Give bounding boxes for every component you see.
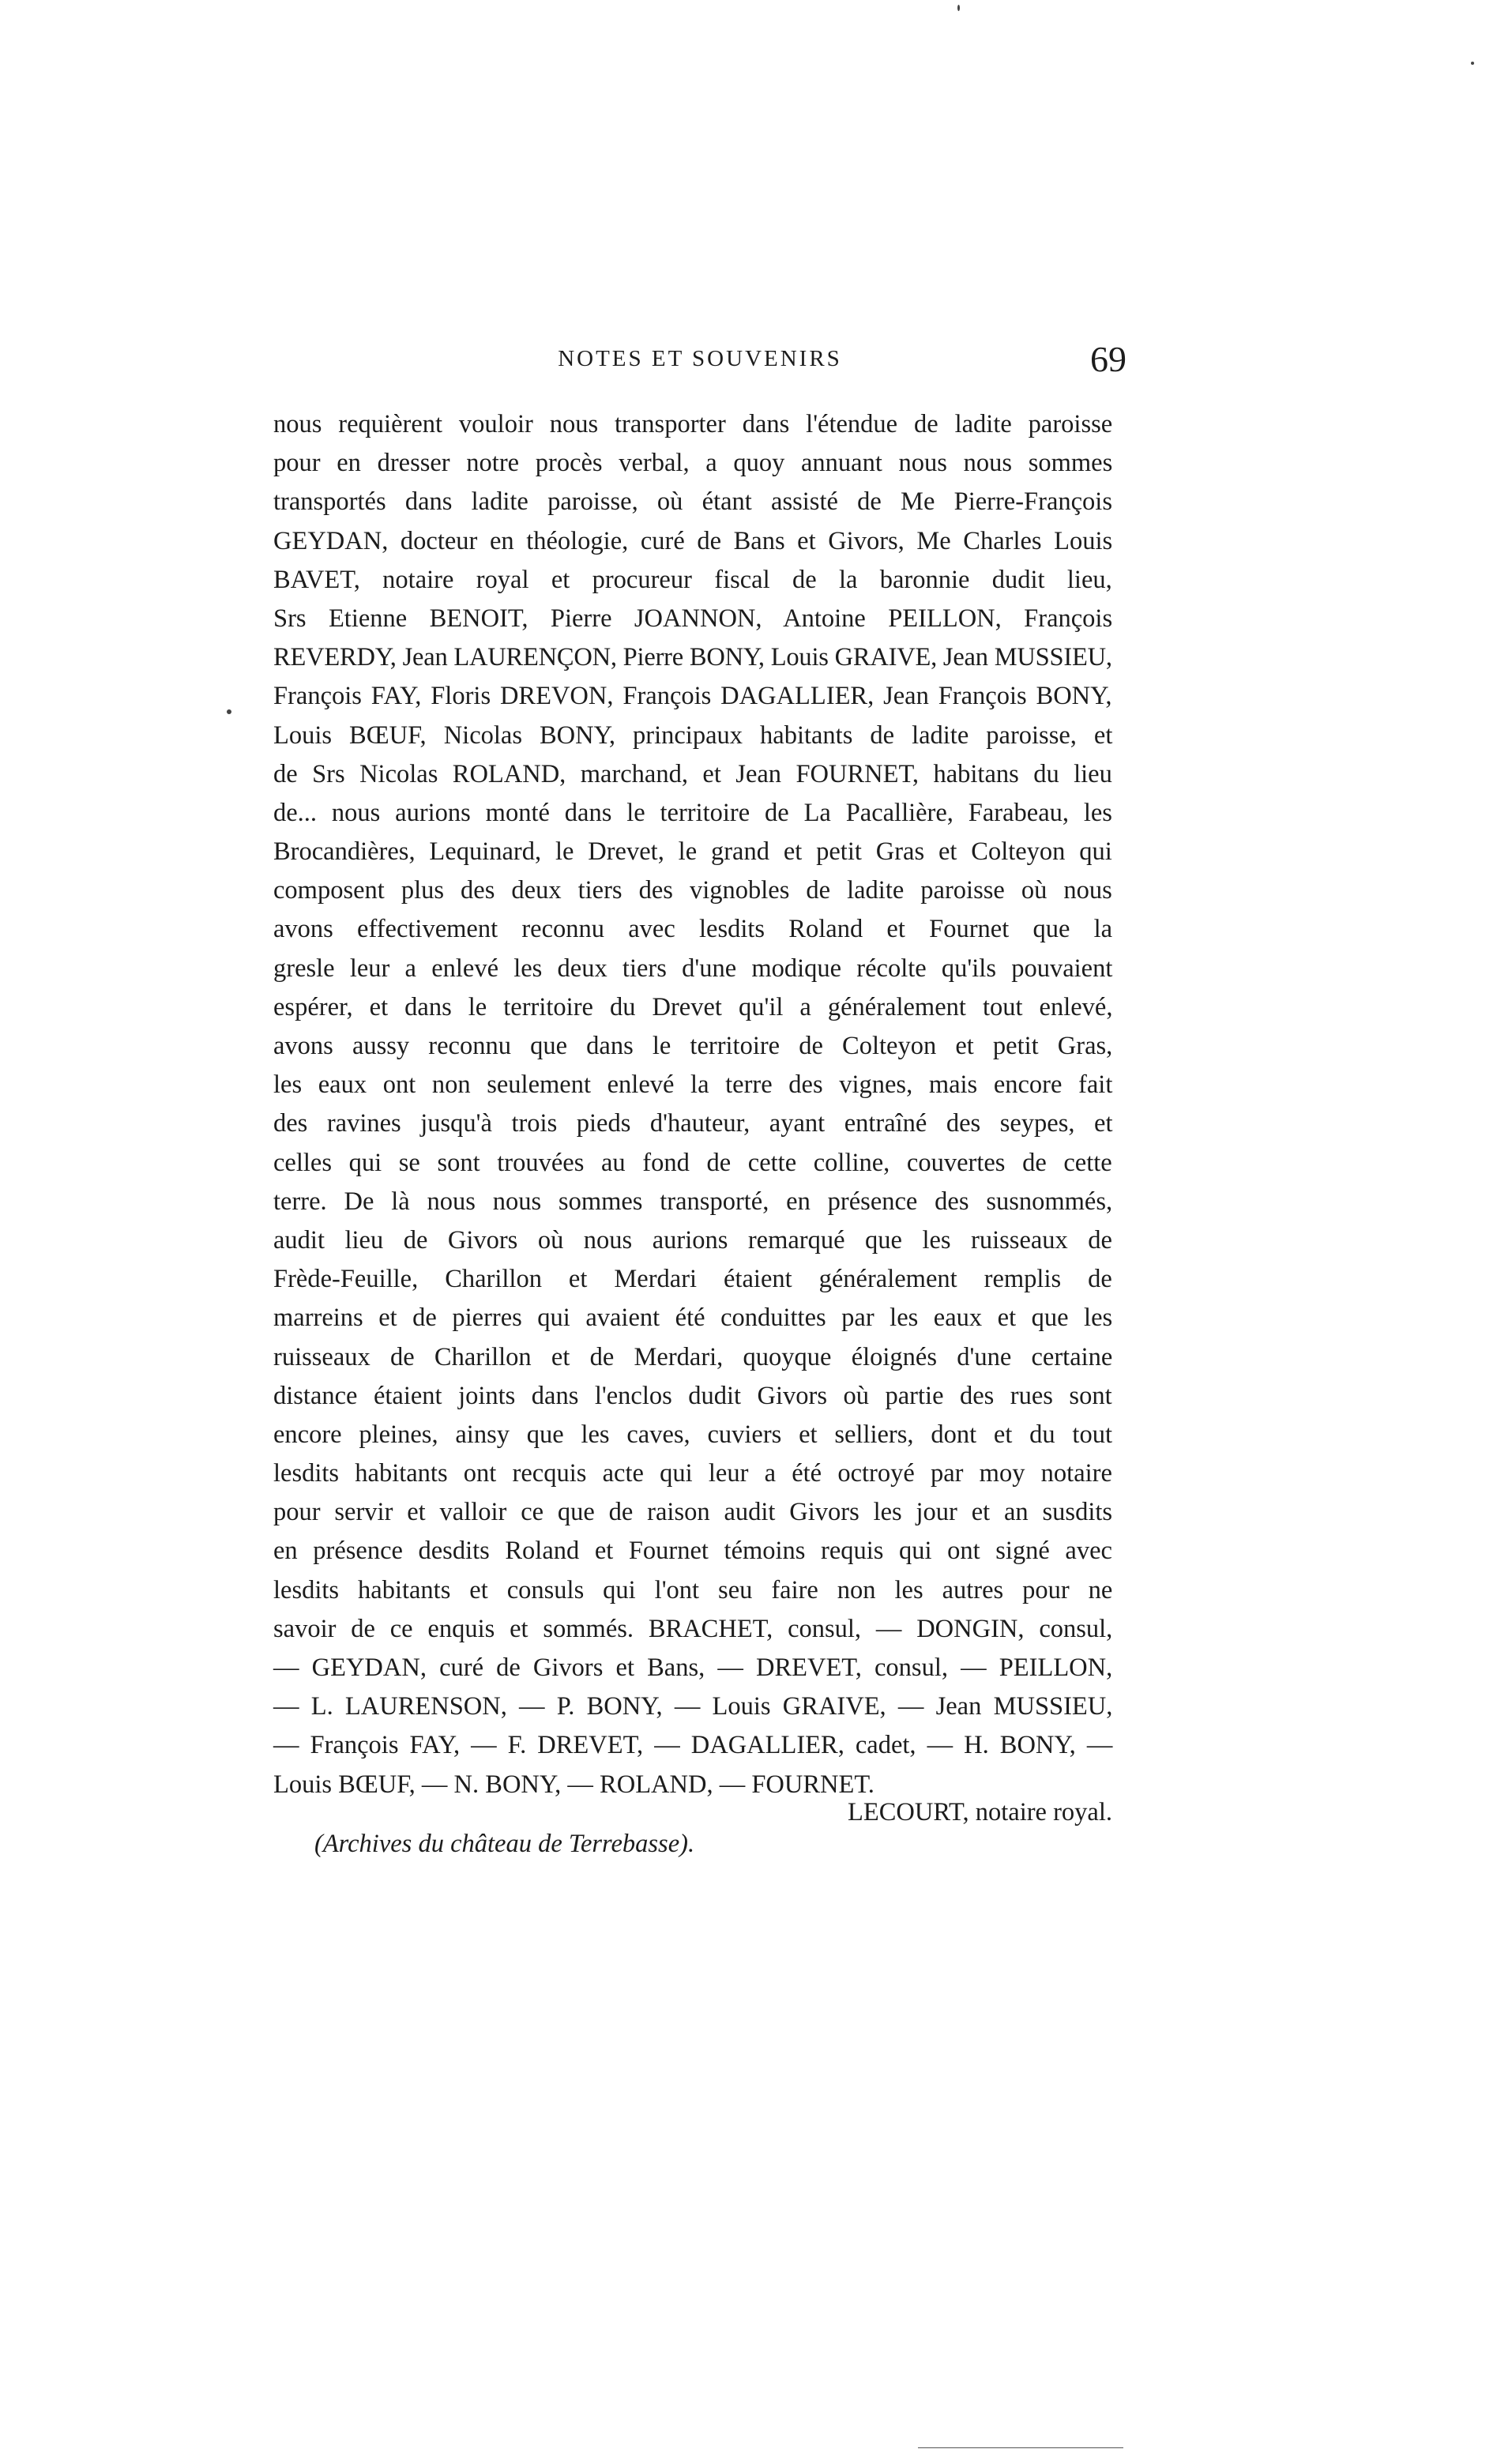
ink-speck — [1471, 62, 1474, 65]
text-line: François FAY, Floris DREVON, François DAGALLIER, Jean François BONY, — [273, 682, 1112, 711]
page-header — [273, 339, 1127, 393]
text-line: en présence desdits Roland et Fournet témoins requis qui ont signé avec — [273, 1537, 1112, 1566]
text-line: des ravines jusqu'à trois pieds d'hauteur, ayant entraîné des seypes, et — [273, 1109, 1113, 1138]
text-line: Louis BŒUF, — N. BONY, — ROLAND, — FOURNET. — [273, 1770, 875, 1799]
text-line: composent plus des deux tiers des vignobles de ladite paroisse où nous — [273, 876, 1112, 905]
text-line: les eaux ont non seulement enlevé la terre des vignes, mais encore fait — [273, 1070, 1113, 1100]
page-number: 69 — [1090, 339, 1127, 379]
text-line: celles qui se sont trouvées au fond de cette colline, couvertes de cette — [273, 1148, 1112, 1177]
text-line: audit lieu de Givors où nous aurions remarqué que les ruisseaux de — [273, 1225, 1112, 1255]
text-line: GEYDAN, docteur en théologie, curé de Bans et Givors, Me Charles Louis — [273, 526, 1113, 555]
text-line: espérer, et dans le territoire du Drevet qu'il a généralement tout enlevé, — [273, 992, 1113, 1021]
ink-speck — [227, 709, 231, 714]
running-title: NOTES ET SOUVENIRS — [558, 346, 842, 371]
source-citation: (Archives du château de Terrebasse). — [314, 1830, 695, 1858]
text-line: savoir de ce enquis et sommés. BRACHET, consul, — DONGIN, consul, — [273, 1614, 1113, 1643]
text-line: nous requièrent vouloir nous transporter dans l'étendue de ladite paroisse — [273, 410, 1113, 438]
text-line: REVERDY, Jean LAURENÇON, Pierre BONY, Louis GRAIVE, Jean MUSSIEU, — [273, 643, 1112, 672]
text-line: de... nous aurions monté dans le territoire de La Pacallière, Farabeau, les — [273, 798, 1112, 827]
text-line: distance étaient joints dans l'enclos dudit Givors où partie des rues sont — [273, 1381, 1112, 1410]
text-line: avons effectivement reconnu avec lesdits Roland et Fournet que la — [273, 915, 1113, 944]
text-line: Louis BŒUF, Nicolas BONY, principaux habitants de ladite paroisse, et — [273, 720, 1113, 750]
text-line: Srs Etienne BENOIT, Pierre JOANNON, Antoine PEILLON, François — [273, 604, 1113, 633]
text-line: — François FAY, — F. DREVET, — DAGALLIER, cadet, — H. BONY, — — [273, 1731, 1113, 1760]
bottom-rule — [918, 2447, 1123, 2448]
text-line: lesdits habitants et consuls qui l'ont seu faire non les autres pour ne — [273, 1575, 1113, 1604]
text-line: encore pleines, ainsy que les caves, cuviers et selliers, dont et du tout — [273, 1420, 1112, 1449]
text-line: marreins et de pierres qui avaient été conduittes par les eaux et que les — [273, 1303, 1113, 1333]
text-line: — GEYDAN, curé de Givors et Bans, — DREVET, consul, — PEILLON, — [273, 1653, 1113, 1682]
text-line: ruisseaux de Charillon et de Merdari, quoyque éloignés d'une certaine — [273, 1342, 1113, 1371]
text-line: Brocandières, Lequinard, le Drevet, le grand et petit Gras et Colteyon qui — [273, 837, 1112, 867]
text-line: terre. De là nous nous sommes transporté, en présence des susnommés, — [273, 1187, 1113, 1216]
notary-signature: LECOURT, notaire royal. — [848, 1798, 1112, 1826]
text-line: BAVET, notaire royal et procureur fiscal de la baronnie dudit lieu, — [273, 565, 1112, 594]
text-line: — L. LAURENSON, — P. BONY, — Louis GRAIVE, — Jean MUSSIEU, — [273, 1692, 1113, 1721]
text-line: de Srs Nicolas ROLAND, marchand, et Jean FOURNET, habitans du lieu — [273, 759, 1112, 788]
body-text — [273, 405, 1112, 1804]
text-line: pour en dresser notre procès verbal, a quoy annuant nous nous sommes — [273, 449, 1113, 478]
text-line: avons aussy reconnu que dans le territoire de Colteyon et petit Gras, — [273, 1032, 1113, 1060]
text-line: Frède-Feuille, Charillon et Merdari étaient généralement remplis de — [273, 1265, 1112, 1294]
text-line: gresle leur a enlevé les deux tiers d'une modique récolte qu'ils pouvaient — [273, 954, 1113, 983]
text-line: pour servir et valloir ce que de raison audit Givors les jour et an susdits — [273, 1498, 1113, 1527]
text-line: transportés dans ladite paroisse, où étant assisté de Me Pierre-François — [273, 487, 1112, 517]
ink-speck — [957, 5, 960, 11]
text-line: lesdits habitants ont recquis acte qui leur a été octroyé par moy notaire — [273, 1459, 1112, 1488]
